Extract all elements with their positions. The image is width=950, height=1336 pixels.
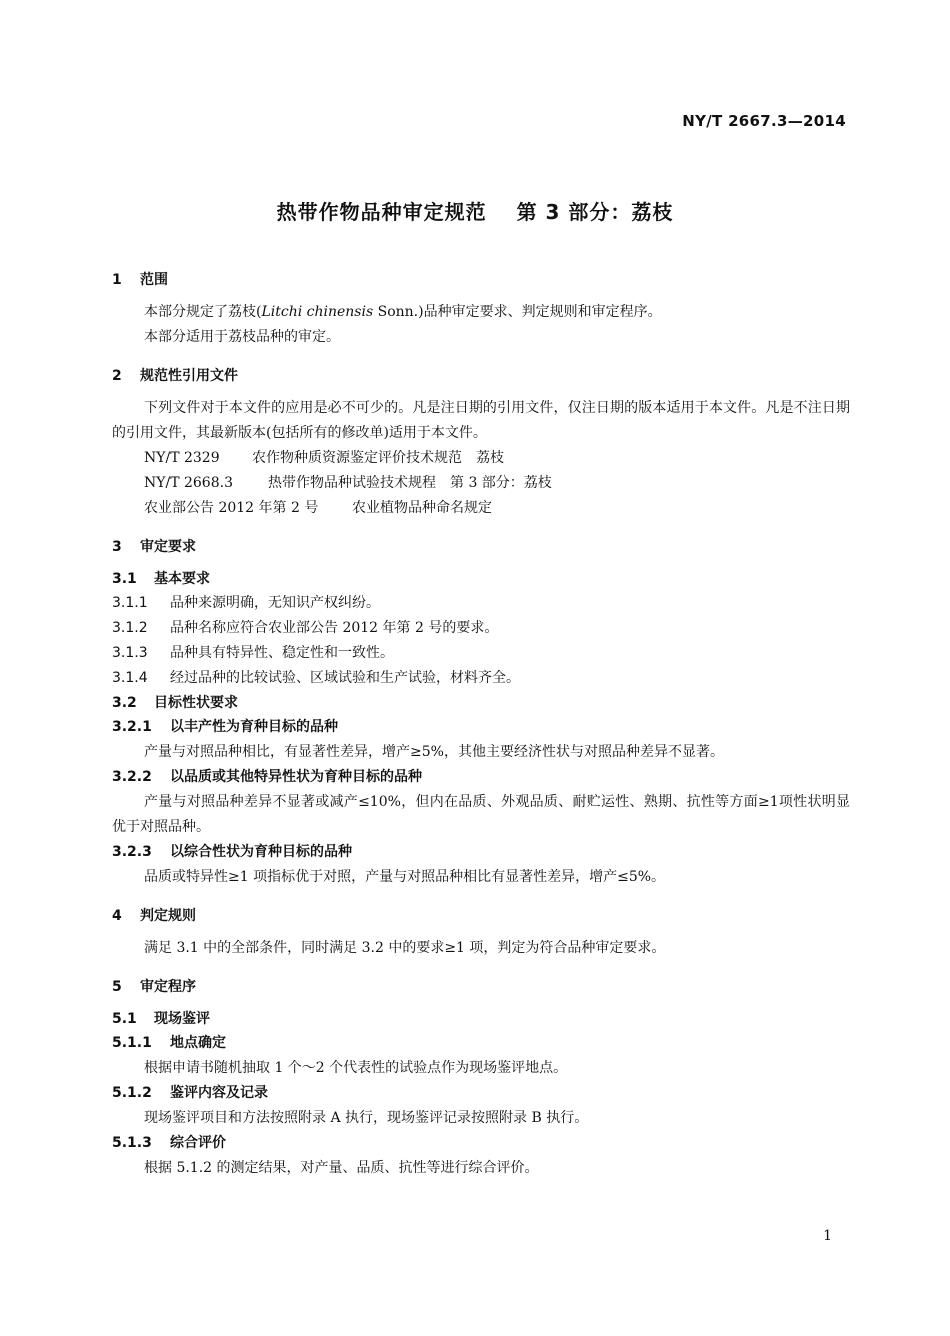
scope-paragraph-2: 本部分适用于荔枝品种的审定。 xyxy=(144,329,340,345)
clause-5-1-2-text: 现场鉴评项目和方法按照附录 A 执行，现场鉴评记录按照附录 B 执行。 xyxy=(144,1110,589,1126)
clause-5-1-1-text: 根据申请书随机抽取 1 个～2 个代表性的试验点作为现场鉴评地点。 xyxy=(144,1060,568,1076)
section-2-heading xyxy=(112,364,850,388)
subsection-3-2-heading: 3.2 目标性状要求 xyxy=(112,695,238,711)
scope-paragraph-1: 本部分规定了荔枝(Litchi chinensis Sonn.)品种审定要求、判定规则和审定程序。 xyxy=(144,304,662,320)
reference-item: NY/T 2329 农作物种质资源鉴定评价技术规范 荔枝 xyxy=(144,450,504,466)
references-intro: 下列文件对于本文件的应用是必不可少的。凡是注日期的引用文件，仅注日期的版本适用于本文件。凡是不注日期的引用文件，其最新版本(包括所有的修改单)适用于本文件。 xyxy=(112,400,850,441)
section-title: 范围 xyxy=(140,272,168,288)
clause-5-1-2-heading: 5.1.2 鉴评内容及记录 xyxy=(112,1085,268,1101)
section-title: 审定要求 xyxy=(140,539,196,555)
section-title: 判定规则 xyxy=(140,908,196,924)
clause-3-2-3-heading: 3.2.3 以综合性状为育种目标的品种 xyxy=(112,844,352,860)
section-1-heading xyxy=(112,268,850,292)
clause-3-1-3: 3.1.3 品种具有特异性、稳定性和一致性。 xyxy=(112,645,394,661)
section-number: 2 xyxy=(112,368,122,384)
document-title xyxy=(0,196,950,225)
section-4-heading xyxy=(112,904,850,928)
clause-3-2-2-text: 产量与对照品种差异不显著或减产≤10%，但内在品质、外观品质、耐贮运性、熟期、抗性等方面≥1项性状明显优于对照品种。 xyxy=(112,794,850,835)
subsection-3-1-heading: 3.1 基本要求 xyxy=(112,571,210,587)
latin-name: Litchi chinensis xyxy=(261,304,374,320)
clause-5-1-1-heading: 5.1.1 地点确定 xyxy=(112,1035,226,1051)
section-number: 4 xyxy=(112,908,122,924)
clause-3-2-3-text: 品质或特异性≥1 项指标优于对照，产量与对照品种相比有显著性差异，增产≤5%。 xyxy=(144,869,666,885)
reference-item: NY/T 2668.3 热带作物品种试验技术规程 第 3 部分：荔枝 xyxy=(144,475,552,491)
title-part: 第 3 部分：荔枝 xyxy=(516,200,674,224)
section-5-heading xyxy=(112,975,850,999)
judgment-rule-text: 满足 3.1 中的全部条件，同时满足 3.2 中的要求≥1 项，判定为符合品种审定要求。 xyxy=(144,940,666,956)
clause-5-1-3-heading: 5.1.3 综合评价 xyxy=(112,1135,226,1151)
section-title: 审定程序 xyxy=(140,979,196,995)
clause-3-2-1-heading: 3.2.1 以丰产性为育种目标的品种 xyxy=(112,719,338,735)
clause-3-1-1: 3.1.1 品种来源明确，无知识产权纠纷。 xyxy=(112,595,380,611)
clause-3-2-2-heading: 3.2.2 以品质或其他特异性状为育种目标的品种 xyxy=(112,769,422,785)
reference-item: 农业部公告 2012 年第 2 号 农业植物品种命名规定 xyxy=(144,500,492,516)
title-main: 热带作物品种审定规范 xyxy=(276,200,487,224)
standard-number: NY/T 2667.3—2014 xyxy=(682,112,846,130)
section-number: 1 xyxy=(112,272,122,288)
clause-5-1-3-text: 根据 5.1.2 的测定结果，对产量、品质、抗性等进行综合评价。 xyxy=(144,1160,539,1176)
section-title: 规范性引用文件 xyxy=(140,368,238,384)
section-number: 5 xyxy=(112,979,122,995)
section-3-heading xyxy=(112,535,850,559)
clause-3-1-4: 3.1.4 经过品种的比较试验、区域试验和生产试验，材料齐全。 xyxy=(112,670,520,686)
section-number: 3 xyxy=(112,539,122,555)
clause-3-2-1-text: 产量与对照品种相比，有显著性差异，增产≥5%，其他主要经济性状与对照品种差异不显著。 xyxy=(144,744,724,760)
clause-3-1-2: 3.1.2 品种名称应符合农业部公告 2012 年第 2 号的要求。 xyxy=(112,620,499,636)
page-number: 1 xyxy=(823,1228,832,1244)
subsection-5-1-heading: 5.1 现场鉴评 xyxy=(112,1011,210,1027)
document-body xyxy=(112,268,850,1181)
